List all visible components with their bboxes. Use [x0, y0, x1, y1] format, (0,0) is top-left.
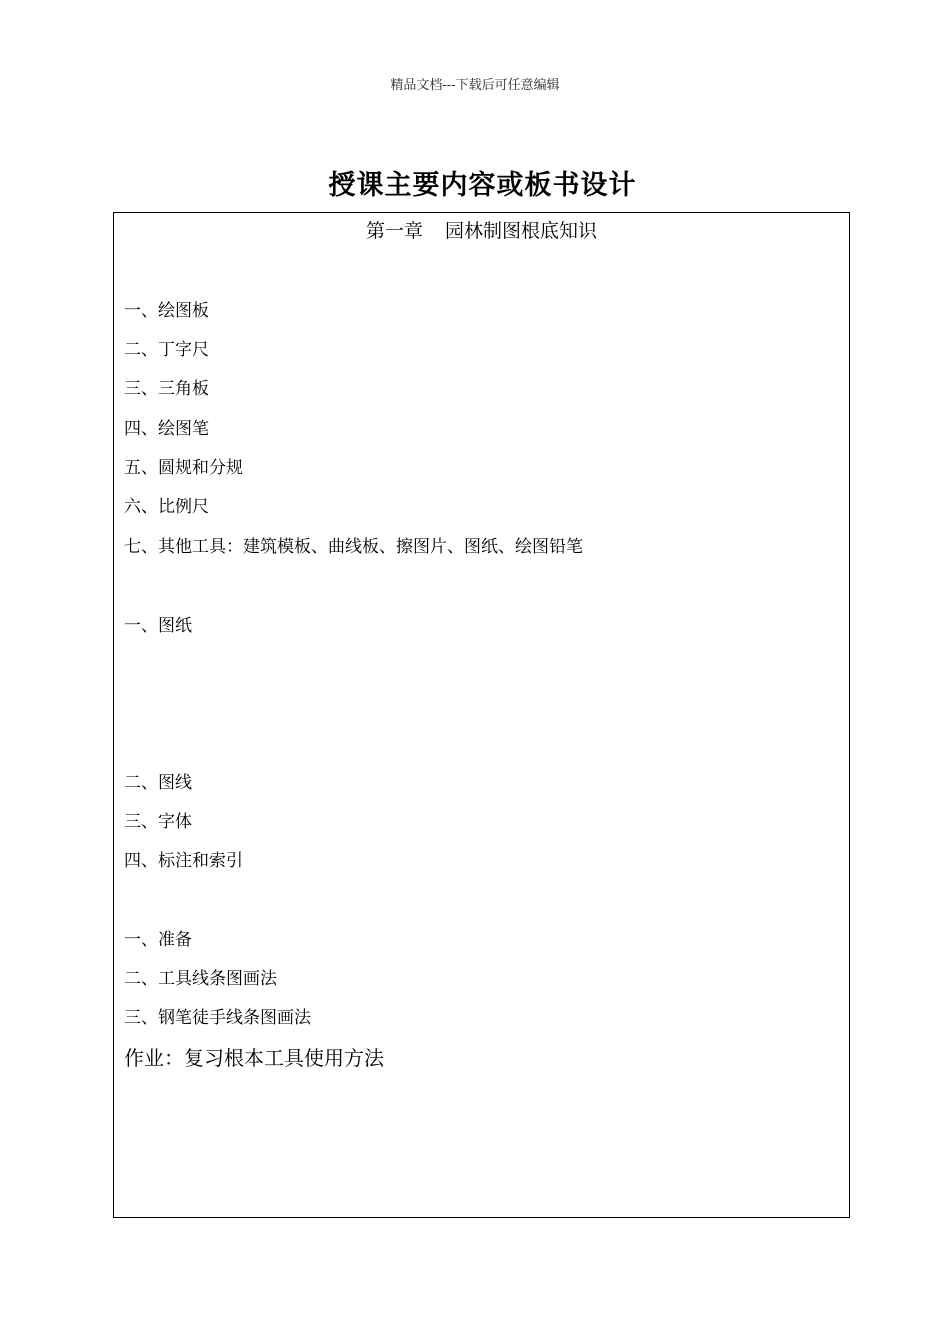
list-item-tool-2: 二、丁字尺: [124, 340, 209, 360]
chapter-label: 第一章: [365, 220, 423, 242]
list-item-method-3: 三、钢笔徒手线条图画法: [124, 1008, 311, 1028]
list-item-tool-3: 三、三角板: [124, 379, 209, 399]
list-item-standard-4: 四、标注和索引: [124, 851, 243, 871]
list-item-tool-5: 五、圆规和分规: [124, 458, 243, 478]
list-item-method-1: 一、准备: [124, 930, 192, 950]
lesson-content-box: [113, 212, 850, 1218]
list-item-tool-6: 六、比例尺: [124, 497, 209, 517]
document-header-note: 精品文档---下载后可任意编辑: [390, 78, 560, 93]
chapter-title: [114, 217, 849, 245]
list-item-method-2: 二、工具线条图画法: [124, 969, 277, 989]
list-item-tool-7: 七、其他工具：建筑模板、曲线板、擦图片、图纸、绘图铅笔: [124, 537, 583, 557]
list-item-tool-4: 四、绘图笔: [124, 419, 209, 439]
list-item-standard-1: 一、图纸: [124, 616, 192, 636]
list-item-tool-1: 一、绘图板: [124, 301, 209, 321]
page-title: 授课主要内容或板书设计: [328, 170, 637, 201]
chapter-name: 园林制图根底知识: [445, 220, 598, 242]
list-item-standard-2: 二、图线: [124, 773, 192, 793]
list-item-standard-3: 三、字体: [124, 812, 192, 832]
homework-text: 作业：复习根本工具使用方法: [124, 1046, 384, 1070]
